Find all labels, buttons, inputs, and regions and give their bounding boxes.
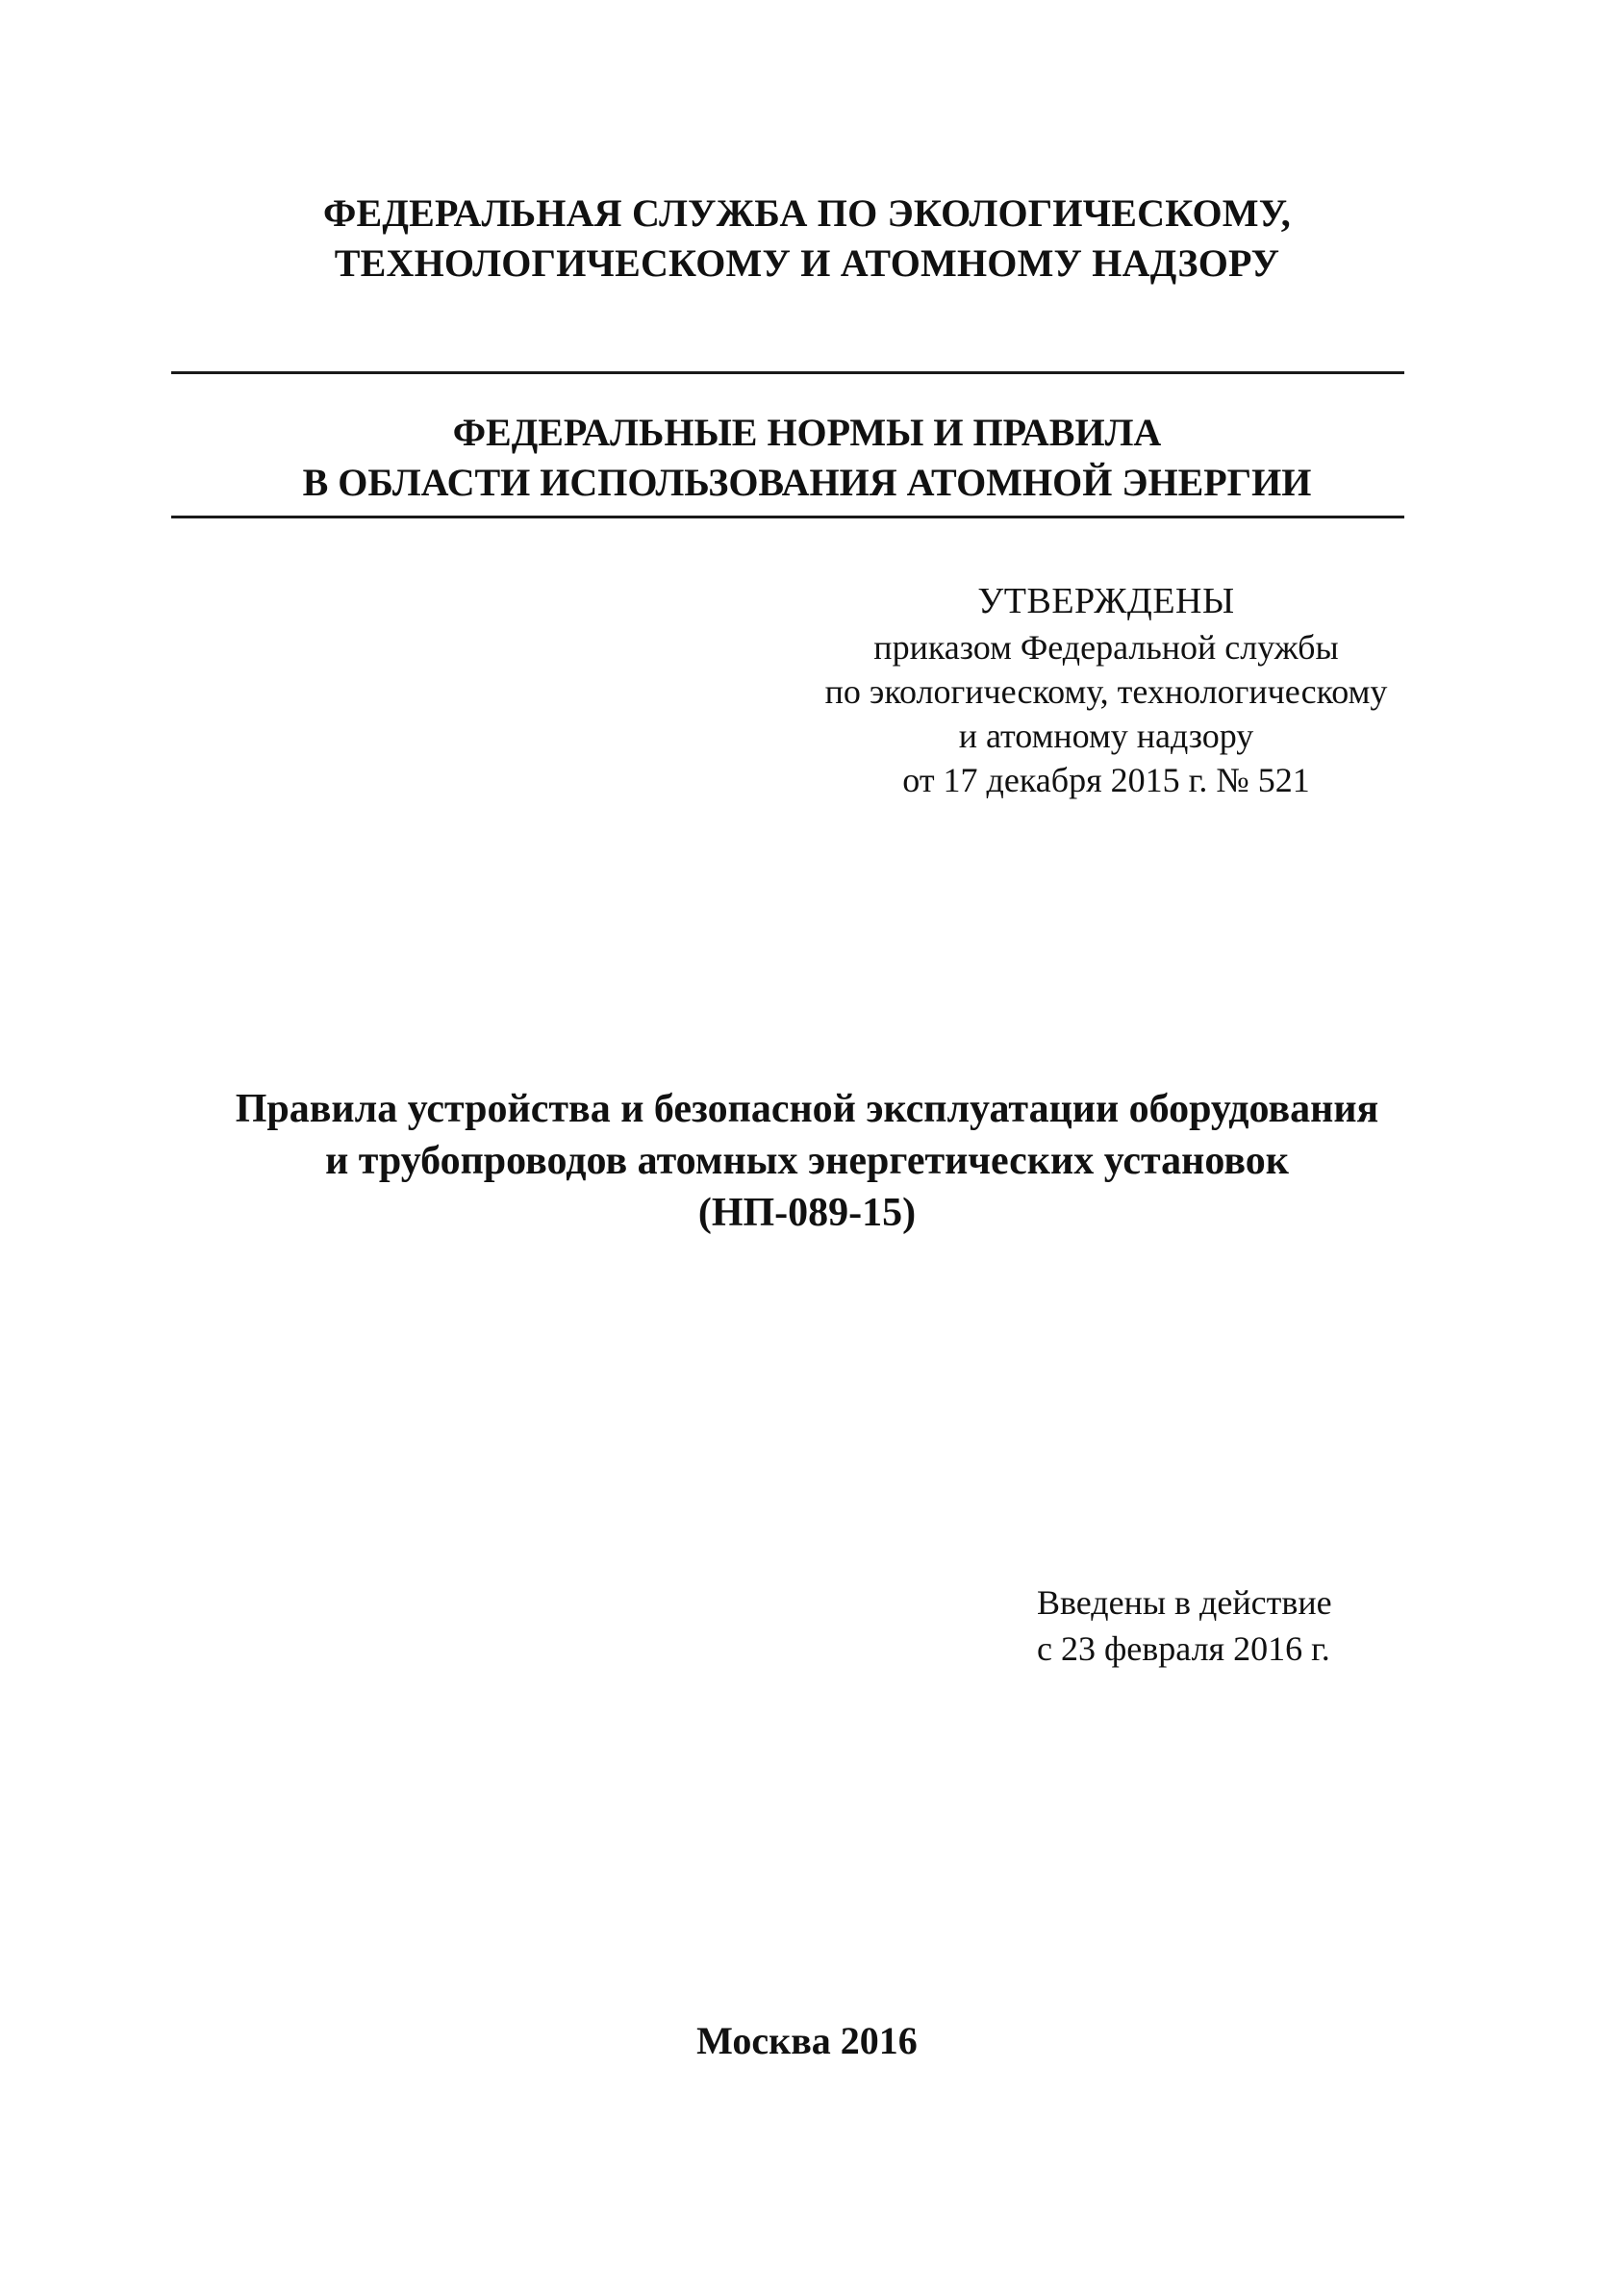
agency-name-line-2: ТЕХНОЛОГИЧЕСКОМУ И АТОМНОМУ НАДЗОРУ — [334, 241, 1280, 285]
agency-name — [0, 189, 1614, 289]
norms-heading — [0, 408, 1614, 508]
effective-line-1: Введены в действие — [1037, 1583, 1332, 1622]
agency-name-line-1: ФЕДЕРАЛЬНАЯ СЛУЖБА ПО ЭКОЛОГИЧЕСКОМУ, — [323, 191, 1291, 235]
norms-heading-line-2: В ОБЛАСТИ ИСПОЛЬЗОВАНИЯ АТОМНОЙ ЭНЕРГИИ — [302, 461, 1312, 504]
approval-line-2: по экологическому, технологическому — [824, 672, 1388, 711]
divider-top — [171, 371, 1404, 374]
effective-line-2: с 23 февраля 2016 г. — [1037, 1629, 1330, 1668]
approval-line-3: и атомному надзору — [958, 717, 1254, 755]
document-title — [0, 1083, 1614, 1239]
place-year: Москва 2016 — [696, 2019, 918, 2062]
approval-block — [731, 577, 1481, 802]
norms-heading-line-1: ФЕДЕРАЛЬНЫЕ НОРМЫ И ПРАВИЛА — [452, 411, 1162, 454]
approval-heading: УТВЕРЖДЕНЫ — [977, 581, 1235, 621]
document-code: (НП-089-15) — [697, 1191, 917, 1235]
document-title-line-1: Правила устройства и безопасной эксплуатации оборудования — [235, 1087, 1379, 1131]
divider-bottom — [171, 516, 1404, 518]
approval-line-1: приказом Федеральной службы — [873, 628, 1339, 667]
document-title-line-2: и трубопроводов атомных энергетических установок — [325, 1139, 1289, 1183]
effective-date-block — [1037, 1579, 1479, 1672]
approval-line-4: от 17 декабря 2015 г. № 521 — [902, 761, 1310, 799]
